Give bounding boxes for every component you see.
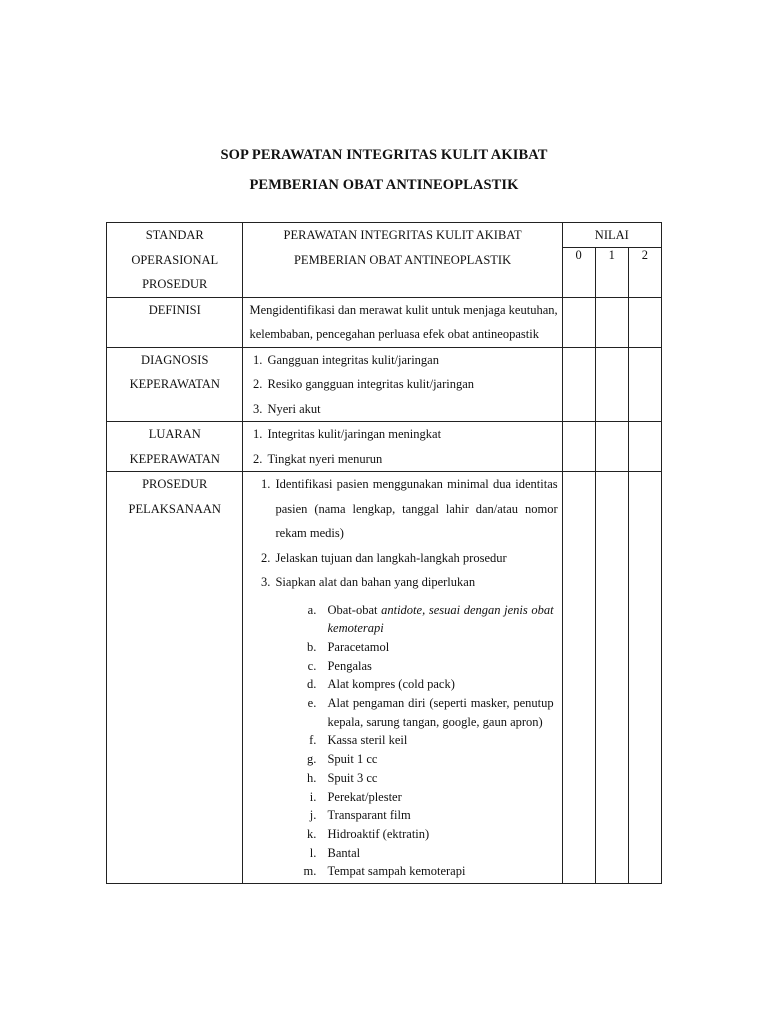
diagnosis-list [243, 348, 561, 422]
definisi-label: DEFINISI [107, 297, 243, 347]
document-title-line-2: PEMBERIAN OBAT ANTINEOPLASTIK [249, 177, 519, 193]
header-label-cell [107, 223, 243, 298]
score-header-1: 1 [595, 248, 628, 298]
score-cell [562, 472, 595, 884]
tool-item [319, 601, 553, 638]
luaran-label-line-1: LUARAN [148, 427, 201, 441]
tool-item: g. Spuit 1 cc [319, 750, 553, 769]
score-header-2: 2 [628, 248, 661, 298]
tool-item: l. Bantal [319, 844, 553, 863]
prosedur-label-line-2: PELAKSANAAN [128, 501, 221, 516]
prosedur-label [107, 472, 243, 884]
prosedur-content [243, 472, 562, 884]
score-header-0: 0 [562, 248, 595, 298]
luaran-content [243, 422, 562, 472]
score-cell [562, 297, 595, 347]
score-cell [628, 422, 661, 472]
diagnosis-label-line-2: KEPERAWATAN [129, 377, 220, 391]
definisi-text: Mengidentifikasi dan merawat kulit untuk menjaga keutuhan, kelembaban, pencegahan perluasa efek obat antineopastik [249, 302, 558, 341]
tool-item: i. Perekat/plester [319, 788, 553, 807]
sop-table [106, 222, 662, 884]
diagnosis-row [107, 347, 662, 422]
score-cell [628, 347, 661, 422]
header-row [107, 223, 662, 248]
procedure-step: 2. Jelaskan tujuan dan langkah-langkah prosedur [273, 546, 557, 571]
tool-item-italic: antidote, sesuai dengan jenis obat kemoterapi [327, 602, 554, 636]
list-item: 3. Nyeri akut [265, 397, 561, 422]
header-label-line-2: OPERASIONAL [131, 252, 219, 267]
header-main-line-2: PEMBERIAN OBAT ANTINEOPLASTIK [293, 252, 512, 267]
header-main-cell [243, 223, 562, 298]
procedure-step-text: Siapkan alat dan bahan yang diperlukan [275, 575, 476, 589]
score-cell [595, 347, 628, 422]
header-main-line-1: PERAWATAN INTEGRITAS KULIT AKIBAT [283, 228, 522, 242]
tool-item: j. Transparant film [319, 806, 553, 825]
score-cell [562, 422, 595, 472]
list-item: 2. Tingkat nyeri menurun [265, 447, 561, 472]
score-cell [595, 472, 628, 884]
nilai-header: NILAI [562, 223, 661, 248]
score-cell [628, 297, 661, 347]
tool-item: k. Hidroaktif (ektratin) [319, 825, 553, 844]
header-label-line-3: PROSEDUR [142, 277, 208, 291]
tool-item: m. Tempat sampah kemoterapi [319, 862, 553, 881]
list-item: 1. Integritas kulit/jaringan meningkat [265, 422, 561, 447]
diagnosis-label [107, 347, 243, 422]
procedure-step: 1. Identifikasi pasien menggunakan minimal dua identitas pasien (nama lengkap, tanggal lahir dan/atau nomor rekam medis) [273, 472, 557, 546]
prosedur-row [107, 472, 662, 884]
luaran-label [107, 422, 243, 472]
prosedur-label-line-1: PROSEDUR [142, 477, 208, 491]
document-title-line-1: SOP PERAWATAN INTEGRITAS KULIT AKIBAT [220, 147, 548, 163]
definisi-row [107, 297, 662, 347]
header-label-line-1: STANDAR [145, 228, 204, 242]
tool-item: e. Alat pengaman diri (seperti masker, penutup kepala, sarung tangan, google, gaun apron) [319, 694, 553, 731]
tool-item: f. Kassa steril keil [319, 731, 553, 750]
tool-item-plain: Obat-obat [327, 602, 382, 617]
list-item: 2. Resiko gangguan integritas kulit/jaringan [265, 372, 561, 397]
diagnosis-content [243, 347, 562, 422]
prosedur-steps [243, 472, 561, 881]
luaran-list [243, 422, 561, 471]
list-item: 1. Gangguan integritas kulit/jaringan [265, 348, 561, 373]
tool-item: b. Paracetamol [319, 638, 553, 657]
score-cell [595, 422, 628, 472]
score-cell [595, 297, 628, 347]
tool-item: c. Pengalas [319, 657, 553, 676]
diagnosis-label-line-1: DIAGNOSIS [141, 352, 209, 367]
score-cell [628, 472, 661, 884]
tool-item: h. Spuit 3 cc [319, 769, 553, 788]
score-cell [562, 347, 595, 422]
luaran-row [107, 422, 662, 472]
procedure-step [273, 570, 557, 881]
definisi-content [243, 297, 562, 347]
luaran-label-line-2: KEPERAWATAN [129, 451, 220, 466]
tool-item: d. Alat kompres (cold pack) [319, 675, 553, 694]
tools-list [275, 601, 557, 882]
